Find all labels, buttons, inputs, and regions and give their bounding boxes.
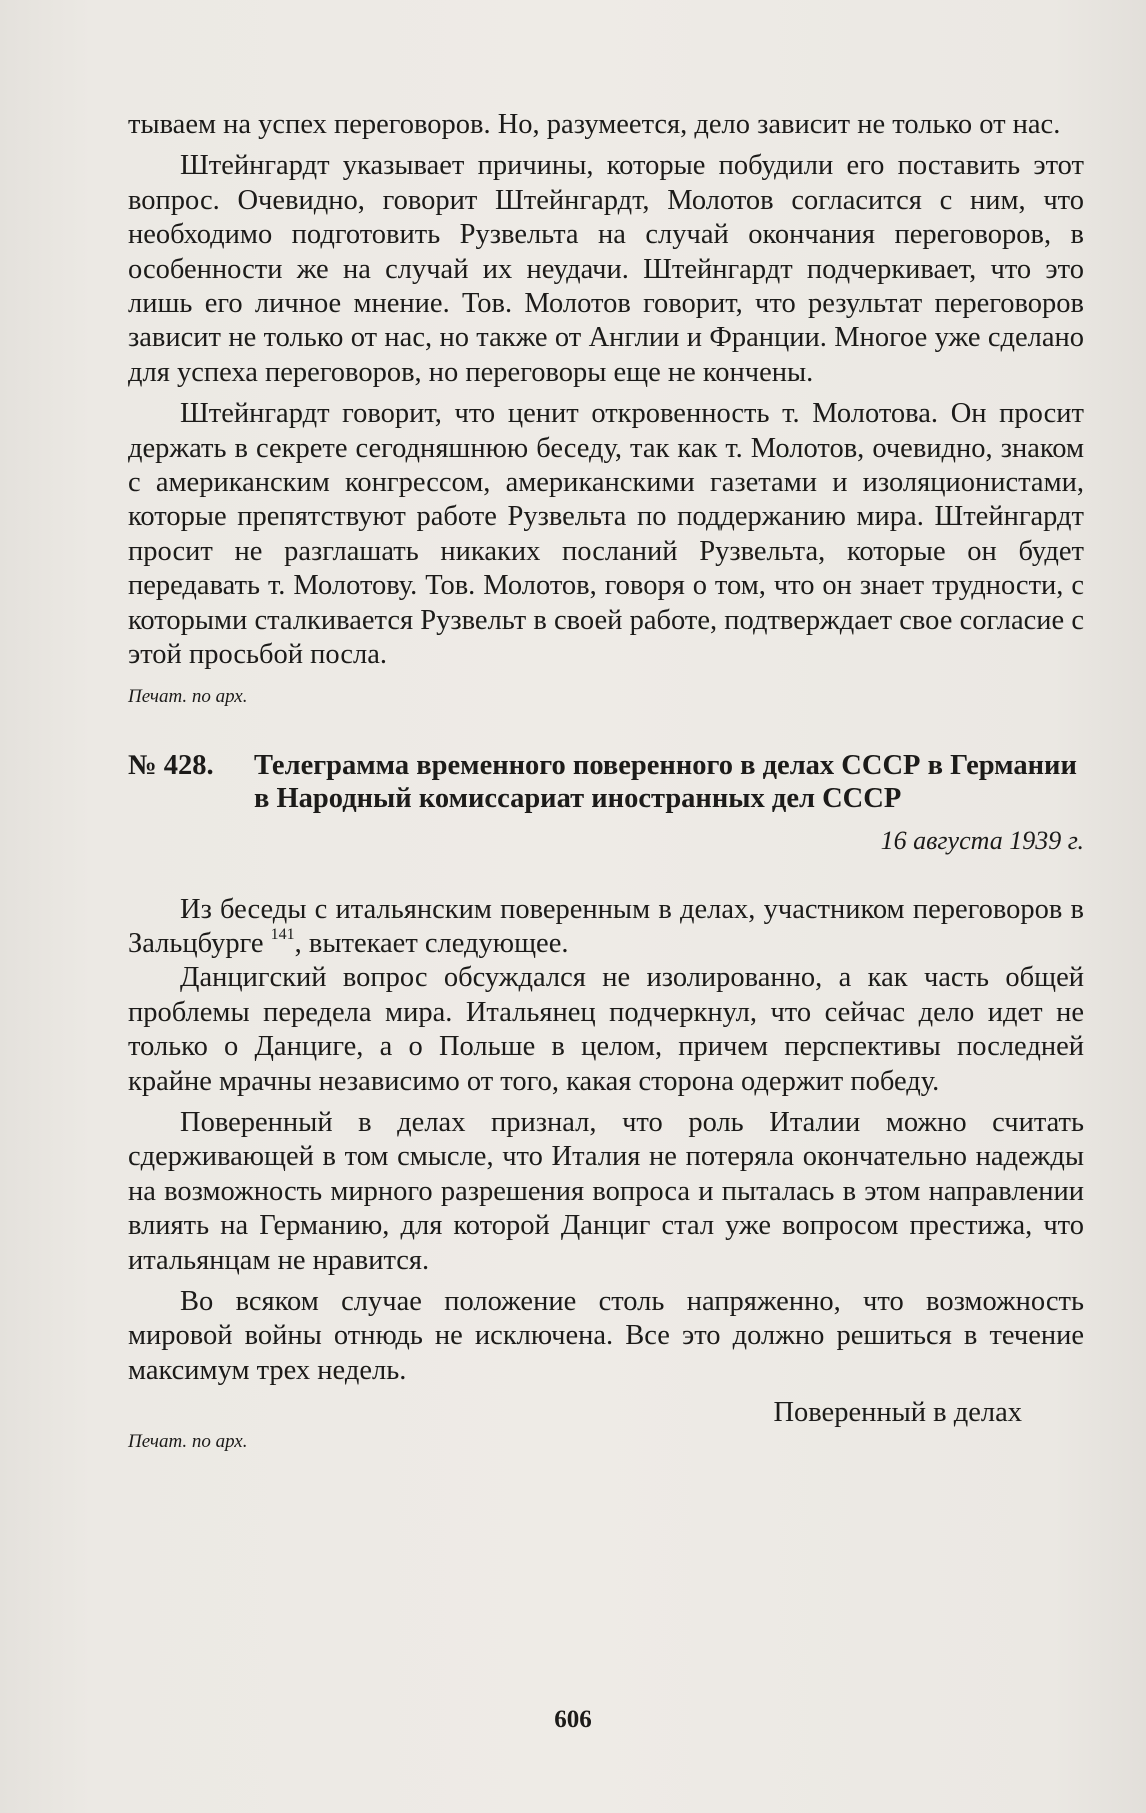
- text-paragraph: Во всяком случае положение столь напряженно, что возможность мировой войны отнюдь не исключена. Все это должно решиться в течение максимум трех недель.: [128, 1285, 1084, 1386]
- paragraph-text: , вытекает следующее.: [294, 927, 569, 959]
- text-paragraph: тываем на успех переговоров. Но, разумеется, дело зависит не только от нас.: [128, 109, 1061, 140]
- page-content: [128, 108, 1084, 1454]
- document-title: Телеграмма временного поверенного в делах СССР в Германии в Народный комиссариат иностранных дел СССР: [254, 749, 1077, 814]
- source-note: Печат. по арх.: [128, 1431, 248, 1453]
- text-paragraph: Данцигский вопрос обсуждался не изолированно, а как часть общей проблемы передела мира. Итальянец подчеркнул, что сейчас дело идет не только о Данциге, а о Польше в целом, причем перспективы последней крайне мрачны независимо от того, какая сторона одержит победу.: [128, 962, 1084, 1097]
- source-note: Печат. по арх.: [128, 685, 248, 707]
- footnote-reference: 141: [270, 925, 295, 943]
- document-heading: [128, 749, 1084, 815]
- text-paragraph: Поверенный в делах признал, что роль Италии можно считать сдерживающей в том смысле, что Италия не потеряла окончательно надежды на возможность мирного разрешения вопроса и пыталась в этом направлении влиять на Германию, для которой Данциг стал уже вопросом престижа, что итальянцам не нравится.: [128, 1106, 1084, 1276]
- text-paragraph: Штейнгардт говорит, что ценит откровенность т. Молотова. Он просит держать в секрете сегодняшнюю беседу, так как т. Молотов, очевидно, знаком с американским конгрессом, американскими газетами и изоляционистами, которые препятствуют работе Рузвельта по поддержанию мира. Штейнгардт просит не разглашать никаких посланий Рузвельта, которые он будет передавать т. Молотову. Тов. Молотов, говоря о том, что он знает трудности, с которыми сталкивается Рузвельт в своей работе, подтверждает свое согласие с этой просьбой посла.: [128, 398, 1084, 671]
- document-date: 16 августа 1939 г.: [880, 825, 1084, 855]
- page-number: 606: [554, 1706, 592, 1733]
- signature-line: Поверенный в делах: [773, 1397, 1022, 1429]
- document-number: № 428.: [128, 749, 214, 781]
- text-paragraph: Штейнгардт указывает причины, которые побудили его поставить этот вопрос. Очевидно, говорит Штейнгардт, Молотов согласится с ним, что необходимо подготовить Рузвельта на случай окончания переговоров, в особенности же на случай их неудачи. Штейнгардт подчеркивает, что это лишь его личное мнение. Тов. Молотов говорит, что результат переговоров зависит не только от нас, но также от Англии и Франции. Многое уже сделано для успеха переговоров, но переговоры еще не кончены.: [128, 150, 1084, 388]
- paragraph-text: Из беседы с итальянским поверенным в делах, участником переговоров в Зальцбурге: [128, 893, 1084, 959]
- text-paragraph: [128, 893, 1084, 962]
